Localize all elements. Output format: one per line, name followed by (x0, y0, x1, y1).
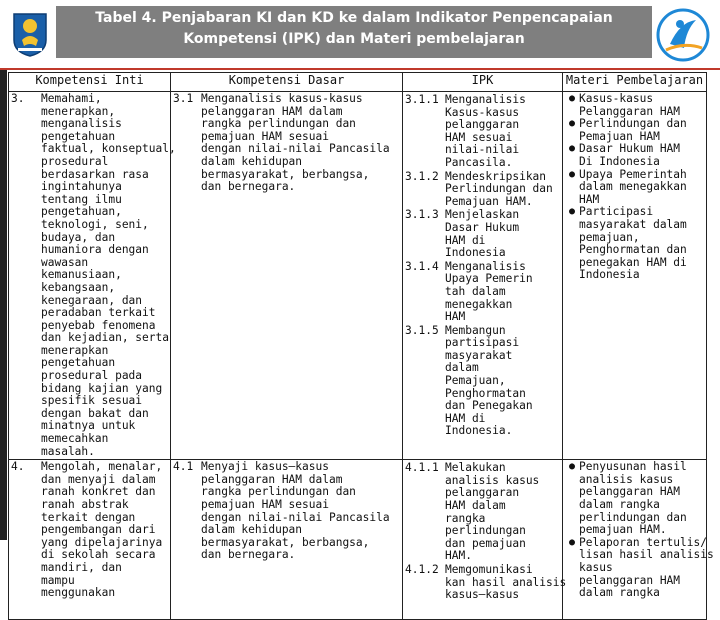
ipk-line: masyarakat (445, 348, 513, 362)
kd-block (173, 93, 400, 194)
ki-line: menerapkan, (41, 104, 116, 118)
ipk-line: Melakukan (445, 461, 506, 475)
ki-line: kemanusiaan, (41, 268, 122, 282)
slide-header (0, 0, 720, 68)
ki-line: di sekolah secara (41, 548, 156, 562)
ipk-line: Menjelaskan (445, 208, 520, 222)
ki-line: dan menyaji dalam (41, 472, 156, 486)
kd-line: pelanggaran HAM dalam (201, 472, 343, 486)
materi-line: Penyusunan hasil (579, 460, 687, 474)
ipk-cell (403, 92, 563, 460)
ki-line: berdasarkan rasa (41, 167, 149, 181)
materi-line: Di Indonesia (579, 154, 660, 168)
ipk-line: kan hasil analisis (445, 575, 567, 589)
materi-line: Indonesia (579, 268, 640, 282)
bullet-icon: ● (568, 461, 576, 473)
ki-line: peradaban terkait (41, 306, 156, 320)
ki-line: mandiri, dan (41, 560, 122, 574)
ipk-line: HAM (445, 310, 466, 324)
slide-title: Tabel 4. Penjabaran KI dan KD ke dalam Indikator Penpencapaian Kompetensi (IPK) dan Materi pembelajaran (95, 10, 613, 47)
materi-line: kasus (579, 560, 613, 574)
ki-cell (9, 460, 171, 620)
ipk-line: dan Penegakan (445, 399, 533, 413)
kd-cell (171, 460, 403, 620)
ki-line: yang dipelajarinya (41, 535, 163, 549)
ipk-line: perlindungan (445, 524, 526, 538)
ipk-line: Memgomunikasi (445, 562, 533, 576)
ipk-line: HAM. (445, 549, 472, 563)
kd-block (173, 461, 400, 562)
ipk-line: HAM di (445, 411, 486, 425)
ki-line: ingintahunya (41, 180, 122, 194)
materi-line: Pelanggaran HAM (579, 104, 681, 118)
kd-line: dalam kehidupan (201, 523, 303, 537)
materi-line: penegakan HAM di (579, 255, 687, 269)
ki-block (11, 461, 168, 600)
materi-item (565, 461, 704, 537)
ipk-line: pelanggaran (445, 118, 520, 132)
ipk-number: 3.1.1 (405, 93, 439, 106)
ipk-number: 4.1.2 (405, 562, 439, 576)
ipk-line: menegakkan (445, 297, 513, 311)
ipk-number: 3.1.2 (405, 169, 439, 183)
materi-line: dalam rangka (579, 498, 660, 511)
kd-line: dan bernegara. (201, 548, 296, 562)
materi-line: Dasar Hukum HAM (579, 142, 681, 156)
ipk-item (405, 171, 560, 209)
ki-line: faktual, konseptual, (41, 142, 176, 156)
materi-text (579, 169, 704, 207)
ipk-text (445, 325, 560, 438)
materi-item (565, 206, 704, 282)
materi-line: pemajuan, (579, 230, 640, 244)
ipk-item (405, 325, 560, 438)
materi-item (565, 93, 704, 118)
kd-cell (171, 92, 403, 460)
ipk-item (405, 209, 560, 259)
materi-line: Participasi (579, 205, 654, 219)
ki-line: prosedural pada (41, 369, 143, 383)
kd-line: dengan nilai-nilai Pancasila (201, 510, 390, 524)
ki-number: 3. (11, 92, 25, 105)
ki-line: prosedural (41, 154, 109, 168)
ipk-line: HAM di (445, 233, 486, 247)
ipk-number: 4.1.1 (405, 461, 439, 475)
materi-line: pelanggaran HAM (579, 485, 681, 499)
ipk-line: Upaya Pemerin (445, 272, 533, 286)
ki-line: Memahami, (41, 92, 102, 105)
ipk-number: 3.1.4 (405, 259, 439, 273)
kd-line: Menyaji kasus–kasus (201, 460, 329, 474)
kd-number: 4.1 (173, 460, 194, 474)
ki-line: mampu (41, 573, 75, 587)
materi-line: masyarakat dalam (579, 217, 687, 231)
ipk-line: HAM dalam (445, 499, 506, 512)
ipk-line: nilai-nilai (445, 143, 520, 157)
ki-cell (9, 92, 176, 460)
ipk-number: 3.1.3 (405, 208, 439, 222)
kd-line: dalam kehidupan (201, 154, 303, 168)
ki-number: 4. (11, 460, 25, 474)
bullet-icon: ● (568, 206, 576, 218)
materi-line: pemajuan HAM. (579, 523, 667, 537)
ipk-line: Perlindungan dan (445, 182, 553, 196)
ipk-line: Menganalisis (445, 259, 526, 273)
ki-line: spesifik sesuai (41, 394, 143, 408)
ipk-text (445, 462, 560, 563)
ki-line: memecahkan (41, 432, 109, 446)
materi-item (565, 169, 704, 207)
ipk-line: rangka (445, 511, 486, 525)
bullet-icon: ● (568, 143, 576, 155)
kd-number: 3.1 (173, 92, 194, 105)
materi-text (579, 93, 704, 118)
materi-item (565, 118, 704, 143)
ipk-line: Dasar Hukum (445, 220, 520, 234)
ki-line: terkait dengan (41, 510, 136, 524)
ipk-line: Indonesia. (445, 424, 513, 438)
ki-line: pengembangan dari (41, 523, 156, 537)
materi-line: Kasus-kasus (579, 92, 654, 105)
kd-line: Menganalisis kasus-kasus (201, 92, 363, 105)
kd-line: pemajuan HAM sesuai (201, 129, 329, 143)
bullet-icon: ● (568, 93, 576, 104)
ki-line: budaya, dan (41, 230, 116, 244)
materi-line: dalam rangka (579, 586, 660, 600)
ki-line: pengetahuan (41, 356, 116, 370)
ki-text (41, 461, 168, 600)
materi-cell (563, 460, 714, 620)
materi-line: Upaya Pemerintah (579, 167, 687, 181)
ipk-line: Pemajuan HAM. (445, 194, 533, 208)
materi-item (565, 143, 704, 168)
ipk-item (405, 94, 560, 170)
left-sidebar-bar (0, 70, 7, 540)
ipk-line: Membangun (445, 323, 506, 337)
tut-wuri-handayani-logo-icon (10, 10, 50, 58)
ipk-text (445, 171, 560, 209)
ipk-line: kasus–kasus (445, 588, 520, 602)
ki-text (41, 93, 176, 458)
materi-text (579, 461, 704, 537)
ipk-line: dalam (445, 361, 479, 375)
materi-line: Perlindungan dan (579, 117, 687, 131)
ipk-line: Mendeskripsikan (445, 169, 547, 183)
ipk-item (405, 462, 560, 563)
ipk-line: Pancasila. (445, 155, 513, 169)
ki-line: menerapkan (41, 343, 109, 357)
ipk-text (445, 94, 560, 170)
table-header-row (9, 73, 707, 92)
ki-line: ranah konkret dan (41, 485, 156, 499)
ipk-cell (403, 460, 567, 620)
ipk-text (445, 209, 560, 259)
header-kd: Kompetensi Dasar (171, 73, 403, 92)
table-row (9, 460, 707, 620)
kd-line: dengan nilai-nilai Pancasila (201, 142, 390, 156)
ipk-line: Penghormatan (445, 386, 526, 400)
ki-kd-table-container (8, 72, 714, 602)
kd-text (197, 461, 400, 562)
kd-line: rangka perlindungan dan (201, 485, 356, 499)
kd-line: bermasyarakat, berbangsa, (201, 167, 370, 181)
ki-line: minatnya untuk (41, 419, 136, 433)
materi-line: analisis kasus (579, 472, 674, 486)
header-ipk: IPK (403, 73, 563, 92)
ki-line: ranah abstrak (41, 498, 129, 511)
ki-line: pengetahuan, (41, 205, 122, 219)
materi-item (565, 535, 714, 600)
ipk-line: Kasus-kasus (445, 105, 520, 119)
bullet-icon: ● (568, 118, 576, 130)
ki-line: dengan bakat dan (41, 406, 149, 420)
materi-line: dalam menegakkan (579, 180, 687, 194)
header-divider (0, 68, 720, 70)
ipk-line: HAM sesuai (445, 130, 513, 144)
kd-line: dan bernegara. (201, 180, 296, 194)
ki-line: Mengolah, menalar, (41, 460, 163, 474)
ki-line: wawasan (41, 255, 89, 269)
ki-line: kebangsaan, (41, 280, 116, 294)
materi-line: Pemajuan HAM (579, 129, 660, 143)
table-row (9, 92, 707, 460)
materi-line: HAM (579, 192, 600, 206)
ki-line: menggunakan (41, 586, 116, 600)
kd-text (197, 93, 400, 194)
materi-line: pelanggaran HAM (579, 573, 681, 587)
kurikulum-logo-icon (656, 8, 710, 62)
ipk-line: tah dalam (445, 284, 506, 298)
header-materi: Materi Pembelajaran (563, 73, 707, 92)
ipk-text (445, 564, 566, 602)
materi-text (579, 537, 714, 600)
ki-kd-table (8, 72, 714, 620)
ki-block (11, 92, 176, 458)
ki-line: teknologi, seni, (41, 217, 149, 231)
bullet-icon: ● (568, 536, 576, 548)
ipk-line: analisis kasus (445, 473, 540, 487)
materi-text (579, 143, 704, 168)
ki-line: penyebab fenomena (41, 318, 156, 332)
ki-line: tentang ilmu (41, 192, 122, 206)
materi-text (579, 118, 704, 143)
bullet-icon: ● (568, 168, 576, 180)
ipk-line: Indonesia (445, 246, 506, 260)
ki-line: pengetahuan (41, 129, 116, 143)
materi-cell (563, 92, 707, 460)
ipk-item (405, 261, 560, 324)
kd-line: rangka perlindungan dan (201, 117, 356, 131)
ipk-number: 3.1.5 (405, 323, 439, 337)
ipk-line: Menganalisis (445, 93, 526, 106)
ipk-line: dan pemajuan (445, 536, 526, 550)
ki-line: dan kejadian, serta (41, 331, 169, 345)
ki-line: humaniora dengan (41, 243, 149, 257)
ipk-line: Pemajuan, (445, 374, 506, 388)
kd-line: bermasyarakat, berbangsa, (201, 535, 370, 549)
materi-text (579, 206, 704, 282)
materi-line: Pelaporan tertulis/ (579, 535, 707, 549)
ki-line: bidang kajian yang (41, 381, 163, 395)
ipk-item (405, 562, 567, 602)
materi-line: lisan hasil analisis (579, 548, 714, 562)
kd-line: pemajuan HAM sesuai (201, 498, 329, 511)
materi-line: perlindungan dan (579, 510, 687, 524)
ipk-line: partisipasi (445, 336, 520, 350)
ki-line: masalah. (41, 444, 95, 458)
ipk-text (445, 261, 560, 324)
ki-line: menganalisis (41, 117, 122, 131)
kd-line: pelanggaran HAM dalam (201, 104, 343, 118)
ipk-line: pelanggaran (445, 486, 520, 500)
header-ki: Kompetensi Inti (9, 73, 171, 92)
materi-line: Penghormatan dan (579, 243, 687, 257)
ki-line: kenegaraan, dan (41, 293, 143, 307)
